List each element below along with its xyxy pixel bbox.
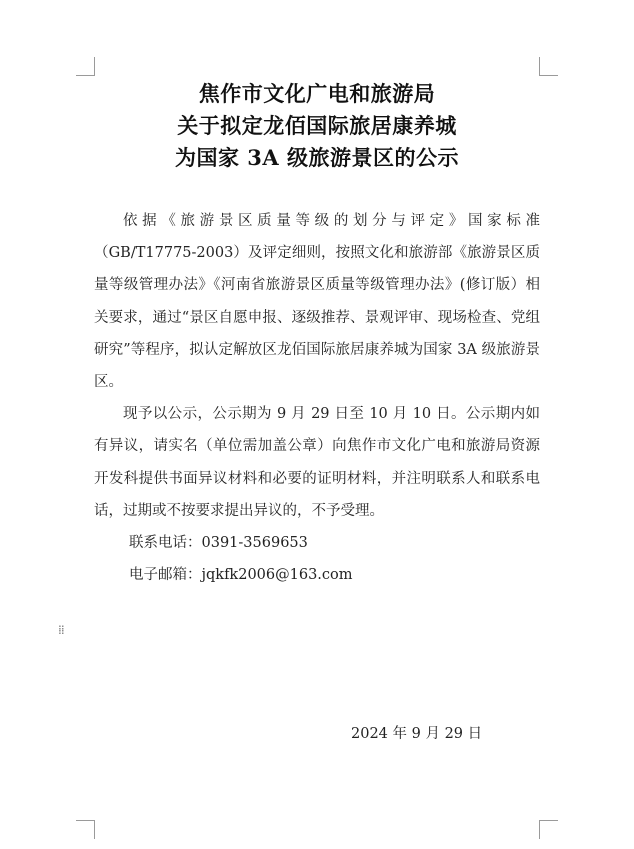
document-title (100, 78, 534, 174)
contact-email: 电子邮箱：jqkfk2006@163.com (129, 567, 353, 584)
document-body (94, 205, 540, 591)
crop-mark-bottom-right (539, 820, 558, 839)
paragraph-notice-period: 现予以公示，公示期为 9 月 29 日至 10 月 10 日。公示期内如有异议，请实名（单位需加盖公章）向焦作市文化广电和旅游局资源开发科提供书面异议材料和必要的证明材料，并注明联系人和联系电话，过期或不按要求提出异议的，不予受理。 (94, 406, 540, 519)
crop-mark-top-right (539, 57, 558, 76)
document-date: 2024 年 9 月 29 日 (351, 726, 483, 742)
crop-mark-top-left (76, 57, 95, 76)
title-line-3: 为国家 3A 级旅游景区的公示 (174, 145, 460, 170)
crop-mark-bottom-left (76, 820, 95, 839)
paragraph-basis: 依据《旅游景区质量等级的划分与评定》国家标准（GB/T17775-2003）及评定细则，按照文化和旅游部《旅游景区质量等级管理办法》《河南省旅游景区质量等级管理办法》(修订版）相关要求，通过“景区自愿申报、逐级推荐、景观评审、现场检查、党组研究”等程序，拟认定解放区龙佰国际旅居康养城为国家 3A 级旅游景区。 (94, 213, 540, 391)
title-line-2: 关于拟定龙佰国际旅居康养城 (177, 113, 457, 138)
contact-phone: 联系电话：0391-3569653 (129, 535, 308, 552)
drag-handle-icon[interactable]: ⁞⁞ (58, 623, 64, 637)
title-line-1: 焦作市文化广电和旅游局 (198, 81, 436, 106)
